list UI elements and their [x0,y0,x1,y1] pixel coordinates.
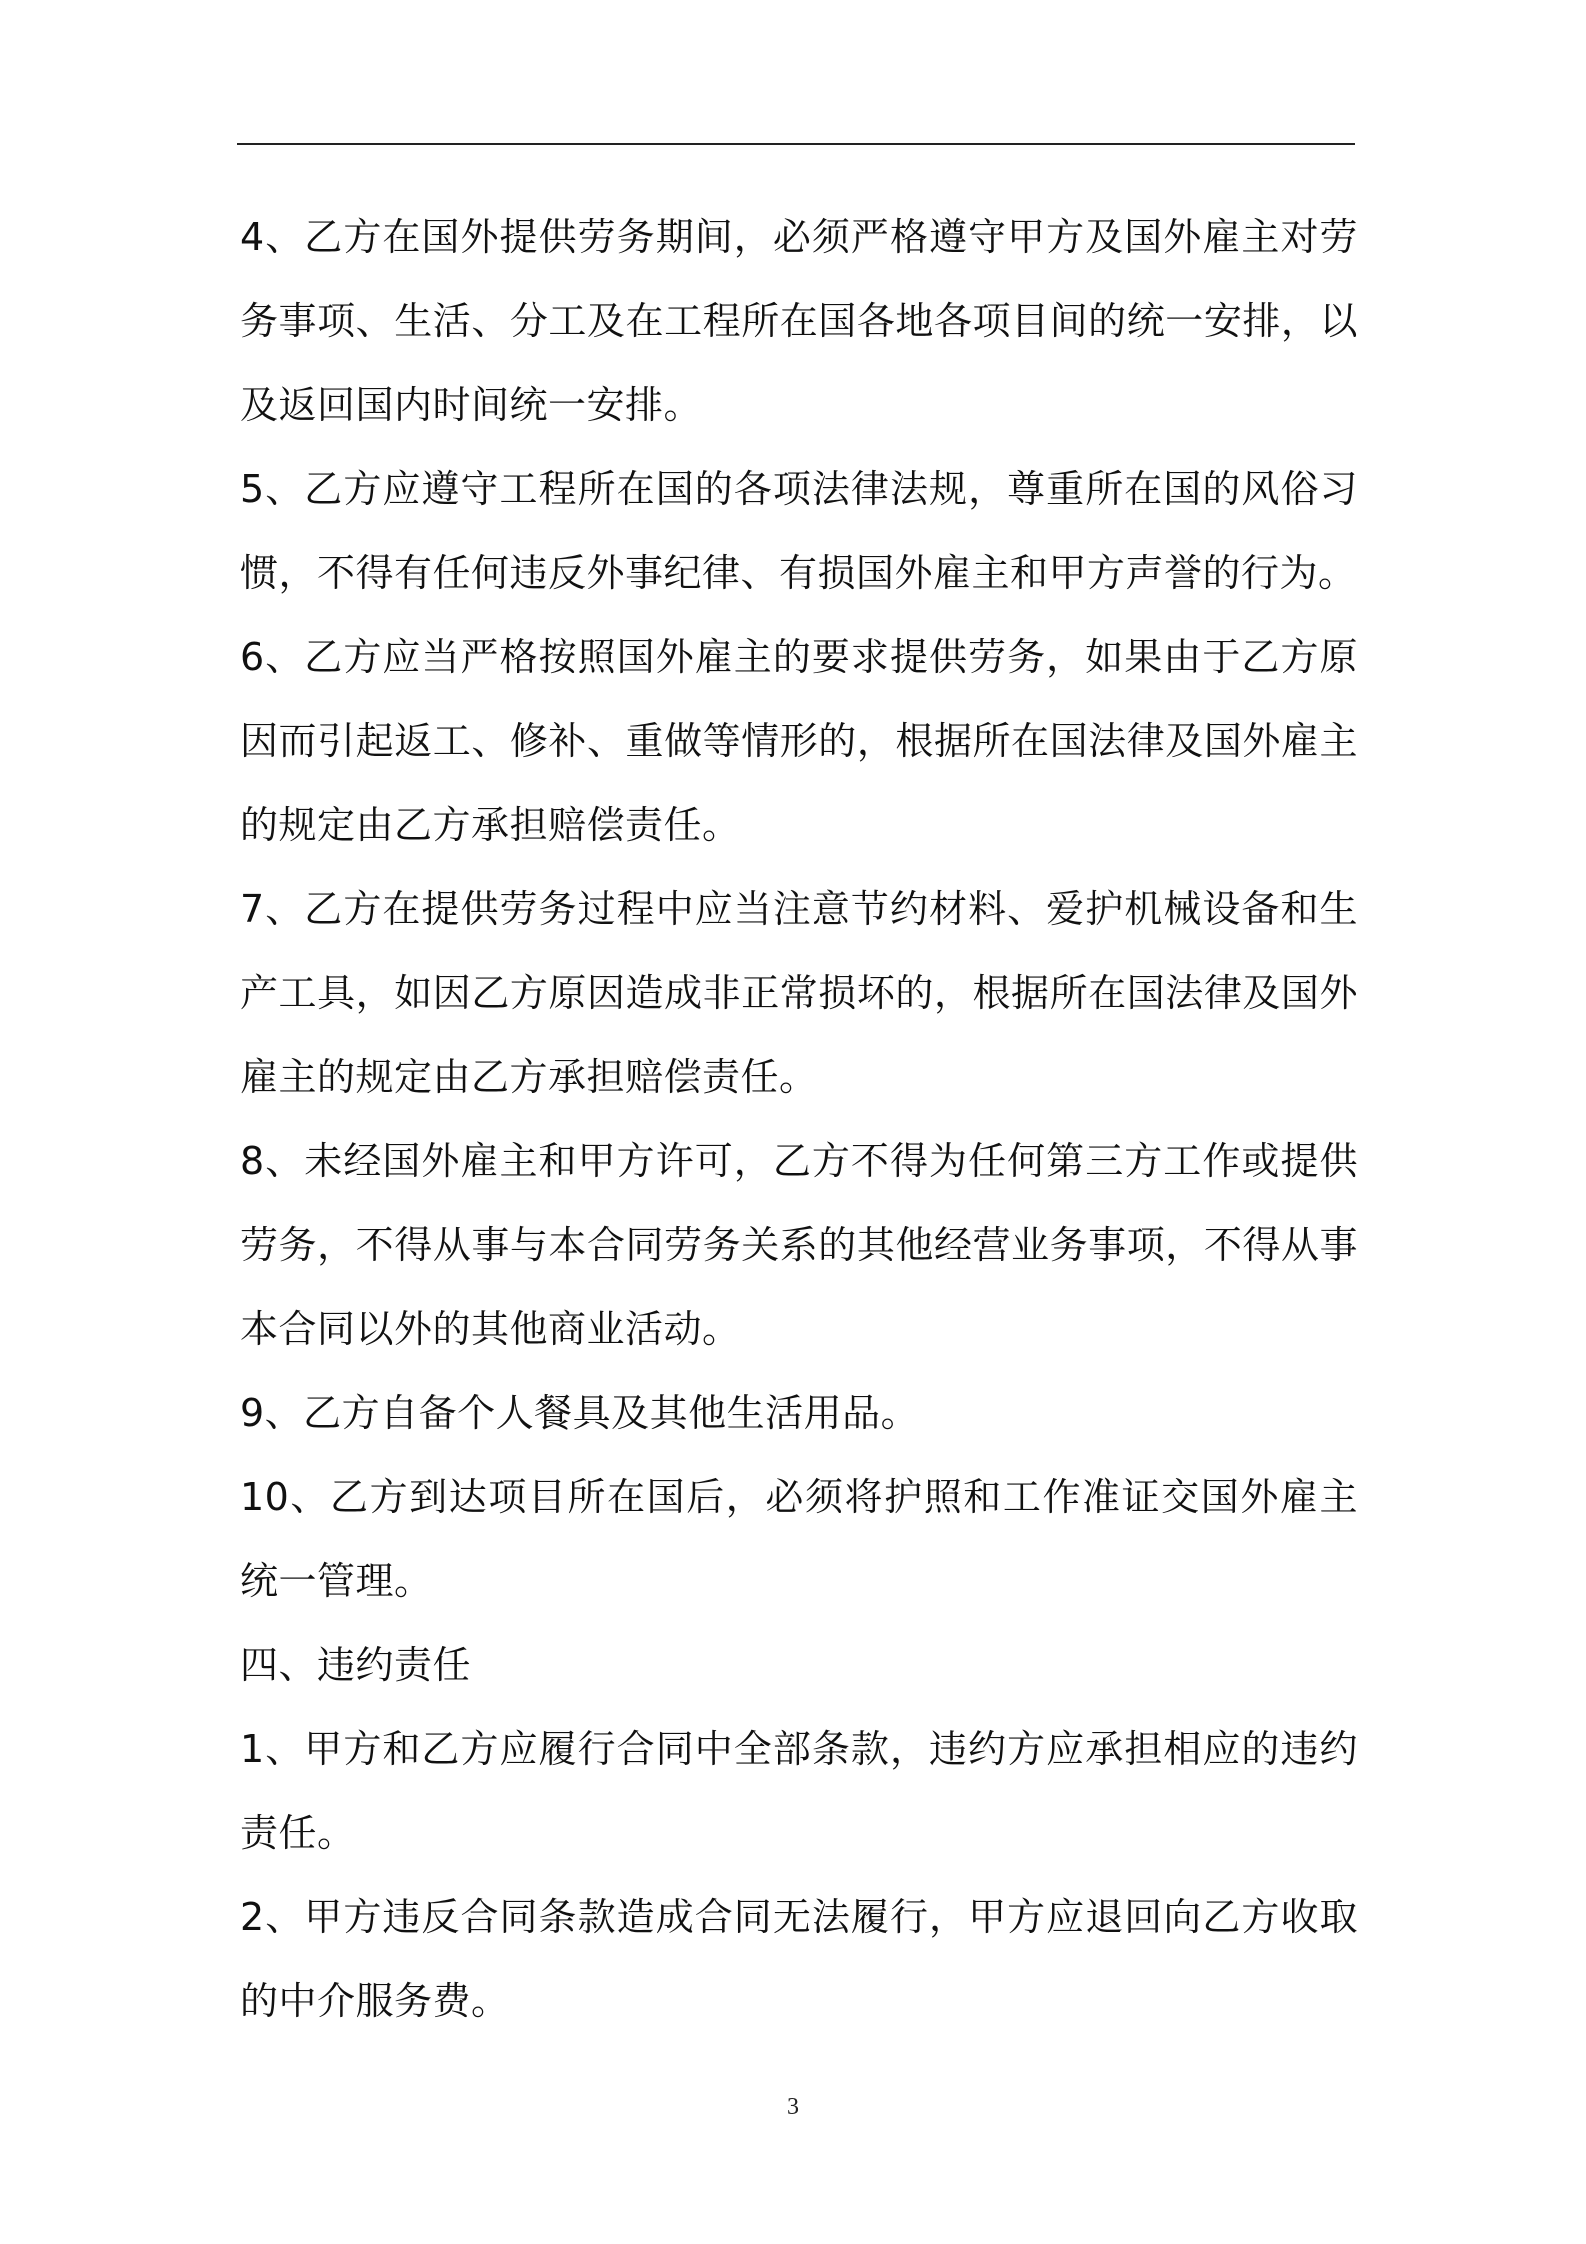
clause-8: 8、未经国外雇主和甲方许可，乙方不得为任何第三方工作或提供劳务，不得从事与本合同劳务关系的其他经营业务事项，不得从事本合同以外的其他商业活动。 [240,1139,1358,1351]
clause-4: 4、乙方在国外提供劳务期间，必须严格遵守甲方及国外雇主对劳务事项、生活、分工及在工程所在国各地各项目间的统一安排，以及返回国内时间统一安排。 [240,215,1358,427]
page-number: 3 [787,2094,799,2120]
clause-5: 5、乙方应遵守工程所在国的各项法律法规，尊重所在国的风俗习惯，不得有任何违反外事纪律、有损国外雇主和甲方声誉的行为。 [240,467,1358,595]
breach-clause-1: 1、甲方和乙方应履行合同中全部条款，违约方应承担相应的违约责任。 [240,1727,1358,1855]
clause-10: 10、乙方到达项目所在国后，必须将护照和工作准证交国外雇主统一管理。 [240,1475,1358,1603]
section-heading-breach-liability: 四、违约责任 [240,1643,472,1687]
clause-9: 9、乙方自备个人餐具及其他生活用品。 [240,1391,920,1435]
clause-6: 6、乙方应当严格按照国外雇主的要求提供劳务，如果由于乙方原因而引起返工、修补、重做等情形的，根据所在国法律及国外雇主的规定由乙方承担赔偿责任。 [240,635,1358,847]
document-body [240,195,1358,2043]
breach-clause-2: 2、甲方违反合同条款造成合同无法履行，甲方应退回向乙方收取的中介服务费。 [240,1895,1358,2023]
header-rule [237,143,1355,145]
clause-7: 7、乙方在提供劳务过程中应当注意节约材料、爱护机械设备和生产工具，如因乙方原因造成非正常损坏的，根据所在国法律及国外雇主的规定由乙方承担赔偿责任。 [240,887,1358,1099]
